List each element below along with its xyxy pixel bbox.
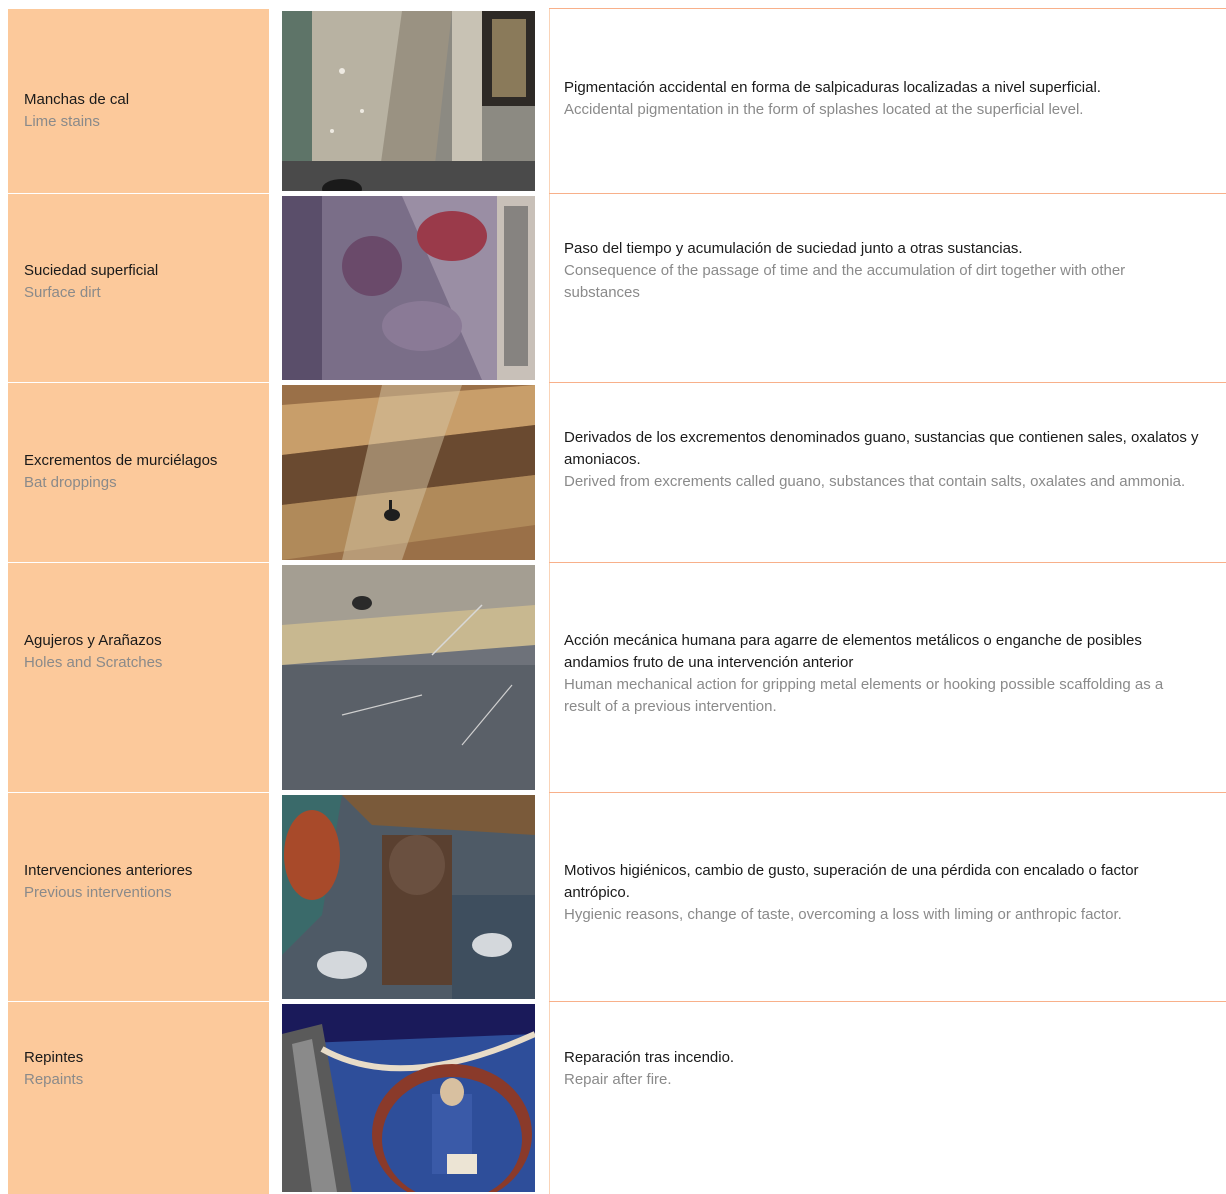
damage-name-en: Repaints <box>24 1071 84 1088</box>
photo-repaints <box>282 1004 535 1192</box>
damage-name-en: Lime stains <box>24 113 100 130</box>
damage-name-en: Holes and Scratches <box>24 654 163 671</box>
description-es: Reparación tras incendio. <box>564 1049 735 1066</box>
damage-name-es: Repintes <box>24 1049 84 1066</box>
description-cell <box>549 1002 1226 1194</box>
table-row <box>0 194 1226 382</box>
description-es: Pigmentación accidental en forma de salpicaduras localizadas a nivel superficial. <box>564 79 1101 96</box>
label-cell <box>8 194 269 382</box>
description-en: Consequence of the passage of time and the accumulation of dirt together with other substances <box>564 262 1126 301</box>
description-es: Acción mecánica humana para agarre de elementos metálicos o enganche de posibles andamios fruto de una intervención anterior <box>564 632 1142 671</box>
label-cell <box>8 1002 269 1194</box>
damage-name-es: Manchas de cal <box>24 91 130 108</box>
description-cell <box>549 194 1226 382</box>
description-en: Derived from excrements called guano, substances that contain salts, oxalates and ammonia. <box>564 473 1186 490</box>
description-es: Motivos higiénicos, cambio de gusto, superación de una pérdida con encalado o factor antrópico. <box>564 862 1139 901</box>
damage-name-en: Previous interventions <box>24 884 172 901</box>
damage-name-es: Suciedad superficial <box>24 262 159 279</box>
photo-lime-stains <box>282 11 535 191</box>
description-cell <box>549 383 1226 562</box>
table-row <box>0 563 1226 792</box>
label-cell <box>8 563 269 792</box>
damage-name-en: Surface dirt <box>24 284 101 301</box>
description-en: Repair after fire. <box>564 1071 672 1088</box>
description-es: Paso del tiempo y acumulación de suciedad junto a otras sustancias. <box>564 240 1023 257</box>
photo-bat-droppings <box>282 385 535 560</box>
table-row <box>0 9 1226 193</box>
damage-name-en: Bat droppings <box>24 474 117 491</box>
description-cell <box>549 793 1226 1001</box>
photo-surface-dirt <box>282 196 535 380</box>
description-cell <box>549 9 1226 193</box>
table-row <box>0 383 1226 562</box>
photo-previous-interventions <box>282 795 535 999</box>
damage-name-es: Agujeros y Arañazos <box>24 632 162 649</box>
table-row <box>0 793 1226 1001</box>
description-en: Human mechanical action for gripping metal elements or hooking possible scaffolding as a result of a previous intervention. <box>564 676 1164 715</box>
label-cell <box>8 383 269 562</box>
description-en: Hygienic reasons, change of taste, overcoming a loss with liming or anthropic factor. <box>564 906 1122 923</box>
damage-name-es: Excrementos de murciélagos <box>24 452 218 469</box>
description-en: Accidental pigmentation in the form of splashes located at the superficial level. <box>564 101 1084 118</box>
photo-holes-scratches <box>282 565 535 790</box>
damage-name-es: Intervenciones anteriores <box>24 862 193 879</box>
label-cell <box>8 793 269 1001</box>
description-cell <box>549 563 1226 792</box>
description-es: Derivados de los excrementos denominados guano, sustancias que contienen sales, oxalatos y amoniacos. <box>564 429 1199 468</box>
label-cell <box>8 9 269 193</box>
table-row <box>0 1002 1226 1194</box>
